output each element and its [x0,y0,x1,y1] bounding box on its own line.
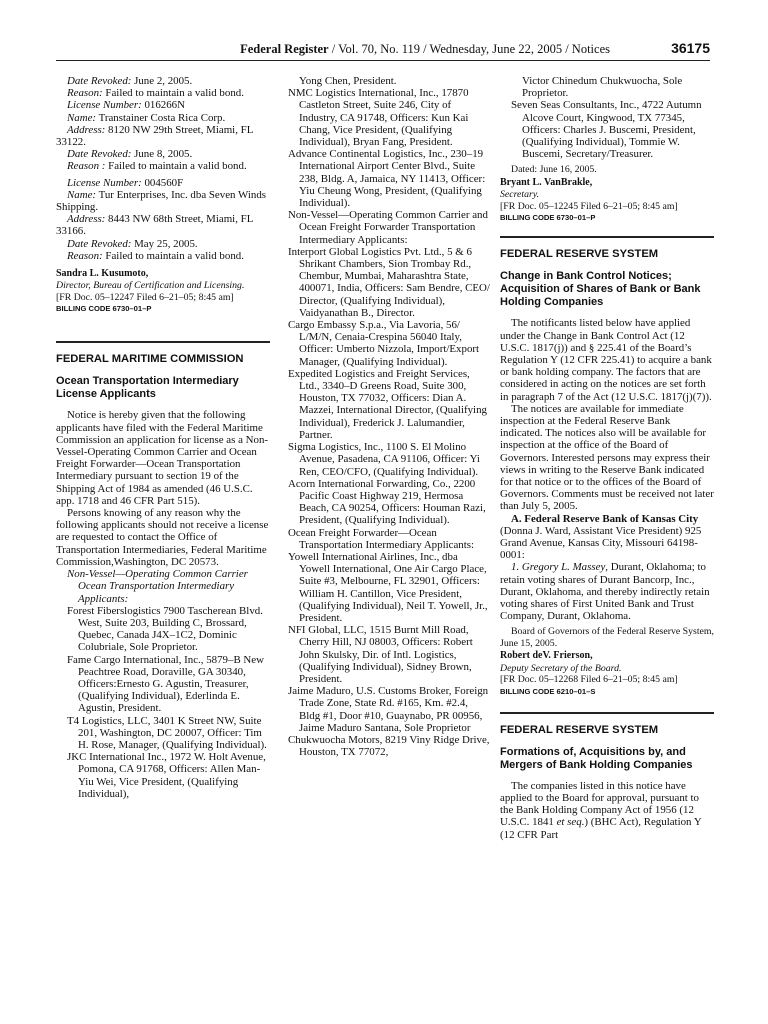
field-value: Failed to maintain a valid bond. [105,160,247,173]
bank-paragraph [500,513,714,562]
field-label: Reason: [67,87,103,100]
record-line [56,160,270,172]
fr-doc-line: [FR Doc. 05–12247 Filed 6–21–05; 8:45 am] [56,291,234,303]
field-label: Reason: [67,249,103,262]
field-label: Address: [67,213,106,226]
fr-doc-line: [FR Doc. 05–12268 Filed 6–21–05; 8:45 am] [500,674,678,686]
applicant-entry: Yowell International Airlines, Inc., dba Yowell International, One Air Cargo Place, Suite #3, Melbourne, FL 32901, Officers: William H. Cantillon, Vice President, (Qualifying Individual), Neil T. Yowell, Jr., President. [288,550,488,624]
field-value: Tur Enterprises, Inc. dba Seven Winds Shipping. [56,188,267,214]
field-value: 016266N [141,99,185,112]
fr-doc-line: [FR Doc. 05–12245 Filed 6–21–05; 8:45 am] [500,200,678,212]
applicant-entry: Chukwuocha Motors, 8219 Viny Ridge Drive, Houston, TX 77072, [288,733,490,759]
field-value: Transtainer Costa Rica Corp. [96,111,226,124]
notice-subject: Ocean Transportation Intermediary License Applicants [56,375,239,401]
record-line [56,87,270,99]
field-label: Date Revoked: [67,75,132,87]
field-label: Address: [67,123,106,136]
applicant-entry: Expedited Logistics and Freight Services, Ltd., 3340–D Greens Road, Suite 300, Houston, TX 77032, Officers: Dian A. Mazzei, International Director, (Qualifying Individual), Frederick J. Lalumandier, Partner. [288,367,487,441]
bank-item [500,561,714,622]
applicant-entry: Cargo Embassy S.p.a., Via Lavoria, 56/ L/M/N, Cenaia-Crespina 56040 Italy, Officer: Umberto Nizzola, Import/Export Manager, (Qualifying Individual). [288,319,480,368]
field-label: License Number: [67,176,142,189]
bank-name: A. Federal Reserve Bank of Kansas City [511,512,699,525]
billing-code: BILLING CODE 6210–01–S [500,686,596,696]
field-value: 8120 NW 29th Street, Miami, FL 33122. [56,123,253,149]
category-heading: Non-Vessel—Operating Common Carrier Ocean Transportation Intermediary Applicants: [67,568,248,605]
paragraph-text: ) (BHC Act), Regulation Y (12 CFR Part [500,816,702,841]
field-label: Date Revoked: [67,148,132,161]
field-value: May 25, 2005. [131,237,198,250]
paragraph: The notificants listed below have applied under the Change in Bank Control Act (12 U.S.C. 1817(j)) and § 225.41 of the Board’s Regulation Y (12 CFR 225.41) to acquire a bank or bank holding company. The factors that are considered in acting on the notices are set forth in paragraph 7 of the Act (12 U.S.C. 1817(j)(7)). [500,317,712,403]
signer-name: Bryant L. VanBrakle, [500,176,593,188]
record-line [56,124,270,148]
board-line: Board of Governors of the Federal Reserve System, June 15, 2005. [500,626,714,649]
applicant-entry-continued: Yong Chen, President. [299,75,397,87]
category-heading: Non-Vessel—Operating Common Carrier and Ocean Freight Forwarder Transportation Intermediary Applicants: [288,209,488,246]
applicant-entry: Interport Global Logistics Pvt. Ltd., 5 & 6 Shrikant Chambers, Sion Trombay Rd., Chembur, Mumbai, Maharashtra State, 400071, India, Officers: Sam Bendre, CEO/ Director, (Qualifying Individual), Vaidyanathan B., Director. [288,245,490,319]
dated-line: Dated: June 16, 2005. [511,164,597,176]
paragraph [500,780,714,841]
bank-detail: (Donna J. Ward, Assistant Vice President) 925 Grand Avenue, Kansas City, Missouri 64198-0001: [500,524,702,562]
applicant-entry: Sigma Logistics, Inc., 1100 S. El Molino Avenue, Pasadena, CA 91106, Officer: Yi Ren, CEO/CFO, (Qualifying Individual). [288,441,480,478]
record-line [56,189,270,213]
record-line [56,99,270,111]
billing-code: BILLING CODE 6730–01–P [56,304,152,314]
applicant-entry: NFI Global, LLC, 1515 Burnt Mill Road, Cherry Hill, NJ 08003, Officers: Robert John Skulsky, Dir. of Intl. Logistics, (Qualifying Individual), Sidney Brown, President. [288,624,473,685]
issue-info: / Vol. 70, No. 119 / Wednesday, June 22, 2005 / Notices [328,42,610,56]
applicant-entry: JKC International Inc., 1972 W. Holt Avenue, Pomona, CA 91768, Officers: Allen Man-Yiu Wei, Vice President, (Qualifying Individual), [67,751,266,800]
applicant-entry: Forest Fiberslogistics 7900 Tascherean Blvd. West, Suite 203, Building C, Brossard, Quebec, Canada J4X–1C2, Dominic Colubriale, Sole Proprietor. [67,604,263,654]
applicant-entry: Fame Cargo International, Inc., 5879–B New Peachtree Road, Doraville, GA 30340, Officers:Ernesto G. Agustin, Treasurer, (Qualifying Individual), Ederlinda E. Agustin, President. [67,653,264,715]
agency-heading: FEDERAL MARITIME COMMISSION [56,341,270,365]
record-line [56,112,270,124]
applicant-entry: Acorn International Forwarding, Co., 2200 Pacific Coast Highway 219, Hermosa Beach, CA 90254, Officers: Houman Razi, President, (Qualifying Individual). [288,477,486,527]
record-line [56,177,270,189]
notice-subject: Formations of, Acquisitions by, and Mergers of Bank Holding Companies [500,745,693,771]
applicant-entry: NMC Logistics International, Inc., 17870 Castleton Street, Suite 246, City of Industry, CA 91748, Officers: Kun Kai Chang, Vice President, (Qualifying Individual), Bryan Fang, President. [288,87,469,149]
signer-title: Secretary. [500,189,540,201]
field-label: License Number: [67,99,142,112]
agency-heading: FEDERAL RESERVE SYSTEM [500,712,714,736]
signer-name: Robert deV. Frierson, [500,650,593,662]
field-label: Date Revoked: [67,237,132,250]
agency-heading: FEDERAL RESERVE SYSTEM [500,236,714,260]
item-text: , Durant, Oklahoma; to retain voting shares of Durant Bancorp, Inc., Durant, Oklahoma, and thereby indirectly retain voting shares of First United Bank and Trust Company, Durant, Oklahoma. [500,561,710,623]
paragraph: Notice is hereby given that the following applicants have filed with the Federal Maritime Commission an application for license as a Non-Vessel-Operating Common Carrier and Ocean Freight Forwarder—Ocean Transportation Intermediary pursuant to section 19 of the Shipping Act of 1984 as amended (46 U.S.C. app. 1718 and 46 CFR Part 515). [56,409,269,507]
journal-title: Federal Register [240,42,329,56]
column-2 [277,75,491,758]
field-value: Failed to maintain a valid bond. [102,249,244,262]
notice-subject: Change in Bank Control Notices; Acquisition of Shares of Bank or Bank Holding Companies [500,270,701,309]
paragraph: The notices are available for immediate inspection at the Federal Reserve Bank indicated. The notices also will be available for inspection at the office of the Board of Governors. Interested persons may express their views in writing to the Reserve Bank indicated for that notice or to the offices of the Board of Governors. Comments must be received not later than July 5, 2005. [500,402,714,513]
record-line [56,213,270,237]
record-line [56,250,270,262]
page-number: 36175 [671,40,710,56]
paragraph-text-italic: et seq. [556,816,585,829]
billing-code: BILLING CODE 6730–01–P [500,213,596,223]
field-label: Name: [67,188,97,201]
column-3 [500,75,714,841]
category-heading: Ocean Freight Forwarder—Ocean Transportation Intermediary Applicants: [288,526,475,551]
page-header [56,40,710,61]
field-value: 8443 NW 68th Street, Miami, FL 33166. [56,213,253,238]
signer-title: Deputy Secretary of the Board. [500,662,622,674]
field-value: Failed to maintain a valid bond. [102,87,244,100]
applicant-entry: T4 Logistics, LLC, 3401 K Street NW, Suite 201, Washington, DC 20007, Officer: Tim H. Rose, Manager, (Qualifying Individual). [67,714,267,751]
field-label: Name: [67,111,97,124]
signer-title: Director, Bureau of Certification and Licensing. [56,280,245,292]
applicant-entry: Seven Seas Consultants, Inc., 4722 Autumn Alcove Court, Kingwood, TX 77345, Officers: Charles J. Buscemi, President, (Qualifying Individual), Tommie W. Buscemi, Secretary/Treasurer. [511,99,702,161]
column-1 [56,75,270,800]
header-citation [240,42,610,57]
field-label: Reason : [67,160,106,173]
record-line [56,75,270,87]
paragraph-text: The companies listed in this notice have applied to the Board for approval, pursuant to the Bank Holding Company Act of 1956 (12 U.S.C. 1841 [500,779,700,829]
applicant-entry-continued: Victor Chinedum Chukwuocha, Sole Proprietor. [522,75,683,100]
field-value: 004560F [141,176,184,189]
record-line [56,238,270,250]
applicant-entry: Jaime Maduro, U.S. Customs Broker, Foreign Trade Zone, State Rd. #165, Km. #2.4, Bldg #1, Door #10, Guaynabo, PR 00956, Jaime Maduro Santana, Sole Proprietor [288,685,489,734]
applicant-entry: Advance Continental Logistics, Inc., 230–19 International Airport Center Blvd., Suite 238, Bldg. A, Jamaica, NY 11413, Officer: Yiu Cheung Wong, President, (Qualifying Individual). [288,148,486,210]
signer-name: Sandra L. Kusumoto, [56,268,149,280]
item-name: 1. Gregory L. Massey [511,561,606,574]
record-line [56,148,270,160]
field-value: June 8, 2005. [131,148,193,161]
paragraph: Persons knowing of any reason why the following applicants should not receive a license are requested to contact the Office of Transportation Intermediaries, Federal Maritime Commission,Washington, DC 20573. [56,507,269,568]
field-value: June 2, 2005. [131,75,193,87]
